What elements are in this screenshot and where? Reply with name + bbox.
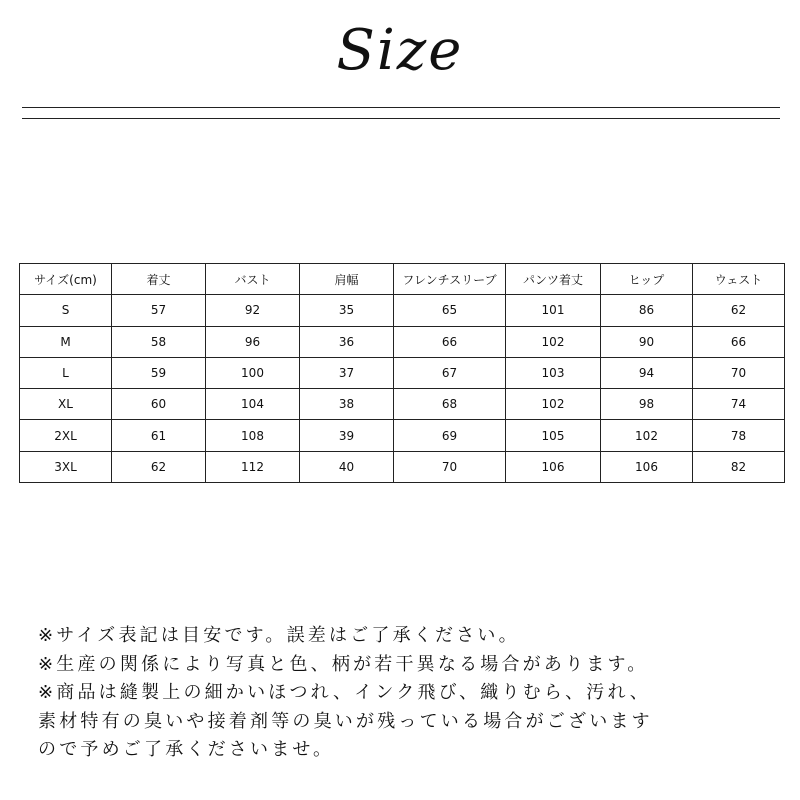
table-cell: 59 <box>112 357 206 388</box>
table-cell: 102 <box>506 389 601 420</box>
table-cell: 67 <box>394 357 506 388</box>
table-cell: 105 <box>506 420 601 451</box>
table-cell: 74 <box>693 389 785 420</box>
table-cell: 108 <box>206 420 300 451</box>
table-cell: 102 <box>601 420 693 451</box>
divider-bottom <box>22 118 780 119</box>
table-row <box>20 420 785 451</box>
table-cell: 94 <box>601 357 693 388</box>
table-cell: XL <box>20 389 112 420</box>
table-cell: 70 <box>394 451 506 482</box>
table-cell: 37 <box>300 357 394 388</box>
note-line: ※サイズ表記は目安です。誤差はご了承ください。 <box>38 625 520 646</box>
table-row <box>20 295 785 326</box>
table-cell: 38 <box>300 389 394 420</box>
header-hip: ヒップ <box>601 264 693 295</box>
table-cell: 98 <box>601 389 693 420</box>
table-row <box>20 389 785 420</box>
note-line: ※商品は縫製上の細かいほつれ、インク飛び、織りむら、汚れ、 <box>38 682 651 703</box>
table-cell: 92 <box>206 295 300 326</box>
table-cell: 82 <box>693 451 785 482</box>
table-cell: 62 <box>112 451 206 482</box>
table-cell: 68 <box>394 389 506 420</box>
table-cell: 70 <box>693 357 785 388</box>
table-cell: 101 <box>506 295 601 326</box>
table-cell: 100 <box>206 357 300 388</box>
table-cell: 106 <box>506 451 601 482</box>
table-cell: 40 <box>300 451 394 482</box>
table-cell: 103 <box>506 357 601 388</box>
table-header-row <box>20 264 785 295</box>
page-title: Size <box>336 18 464 83</box>
table-cell: 62 <box>693 295 785 326</box>
divider-top <box>22 107 780 108</box>
header-waist: ウェスト <box>693 264 785 295</box>
table-cell: 61 <box>112 420 206 451</box>
table-cell: 86 <box>601 295 693 326</box>
header-length: 着丈 <box>112 264 206 295</box>
table-cell: 96 <box>206 326 300 357</box>
table-cell: 78 <box>693 420 785 451</box>
table-row <box>20 357 785 388</box>
size-table <box>19 263 785 483</box>
table-cell: M <box>20 326 112 357</box>
table-cell: L <box>20 357 112 388</box>
table-cell: 58 <box>112 326 206 357</box>
note-line: ので予めご了承くださいませ。 <box>38 739 335 760</box>
header-size: サイズ(cm) <box>20 264 112 295</box>
table-cell: 39 <box>300 420 394 451</box>
header-pants-length: パンツ着丈 <box>506 264 601 295</box>
table-cell: 60 <box>112 389 206 420</box>
table-cell: 102 <box>506 326 601 357</box>
table-cell: 65 <box>394 295 506 326</box>
table-cell: 36 <box>300 326 394 357</box>
table-cell: 104 <box>206 389 300 420</box>
table-row <box>20 326 785 357</box>
table-cell: 69 <box>394 420 506 451</box>
table-cell: 3XL <box>20 451 112 482</box>
note-line: ※生産の関係により写真と色、柄が若干異なる場合があります。 <box>38 653 649 675</box>
notes-block <box>38 622 778 765</box>
header-french-sleeve: フレンチスリーブ <box>394 264 506 295</box>
table-cell: 57 <box>112 295 206 326</box>
table-row <box>20 451 785 482</box>
table-cell: 106 <box>601 451 693 482</box>
note-line: 素材特有の臭いや接着剤等の臭いが残っている場合がございます <box>38 710 653 732</box>
header-shoulder: 肩幅 <box>300 264 394 295</box>
table-cell: 66 <box>693 326 785 357</box>
table-cell: 35 <box>300 295 394 326</box>
header-bust: バスト <box>206 264 300 295</box>
table-cell: S <box>20 295 112 326</box>
table-cell: 2XL <box>20 420 112 451</box>
table-cell: 66 <box>394 326 506 357</box>
table-cell: 112 <box>206 451 300 482</box>
table-cell: 90 <box>601 326 693 357</box>
